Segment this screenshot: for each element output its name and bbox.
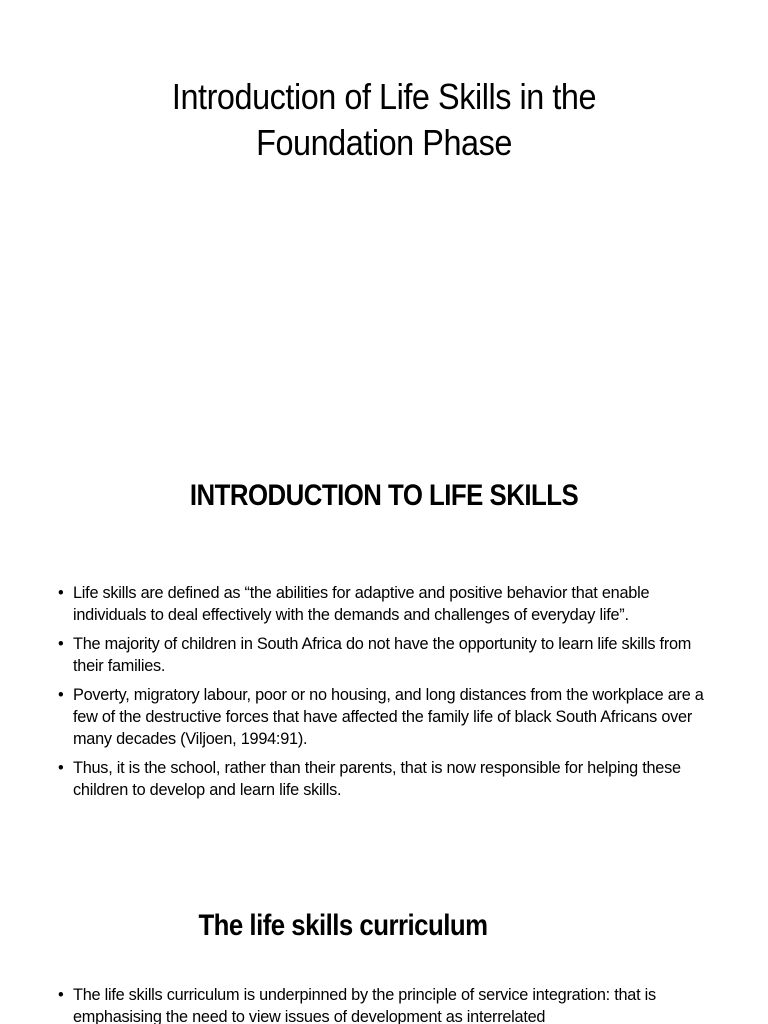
bullet-list [56,984,716,1024]
bullet-list [56,582,716,808]
bullet-text: Life skills are defined as “the abilities for adaptive and positive behavior that enable individuals to deal effectively with the demands and challenges of everyday life”. [73,584,650,624]
bullet-item [56,757,716,801]
bullet-item [56,984,716,1024]
bullet-icon: • [58,584,64,602]
bullet-text: The life skills curriculum is underpinned by the principle of service integration: that is emphasising the need to view issues of development as interrelated [73,986,656,1024]
bullet-icon: • [58,759,64,777]
slide-title [0,0,768,420]
slide-heading: The life skills curriculum [198,909,488,942]
title-line-1: Introduction of Life Skills in the [171,76,597,117]
slide-title-text [38,74,729,166]
bullet-text: The majority of children in South Africa do not have the opportunity to learn life skills from their families. [73,635,692,675]
bullet-icon: • [58,686,64,704]
slide-heading: INTRODUCTION TO LIFE SKILLS [189,479,579,512]
slide-introduction [0,420,768,840]
bullet-icon: • [58,635,64,653]
bullet-icon: • [58,986,64,1004]
bullet-text: Thus, it is the school, rather than their parents, that is now responsible for helping these children to develop and learn life skills. [73,759,681,799]
bullet-item [56,684,716,750]
slide-curriculum [0,840,768,1024]
bullet-item [56,633,716,677]
bullet-text: Poverty, migratory labour, poor or no housing, and long distances from the workplace are a few of the destructive forces that have affected the family life of black South Africans over many decades (Viljoen, 1994:91). [73,686,704,748]
title-line-2: Foundation Phase [256,122,512,163]
bullet-item [56,582,716,626]
